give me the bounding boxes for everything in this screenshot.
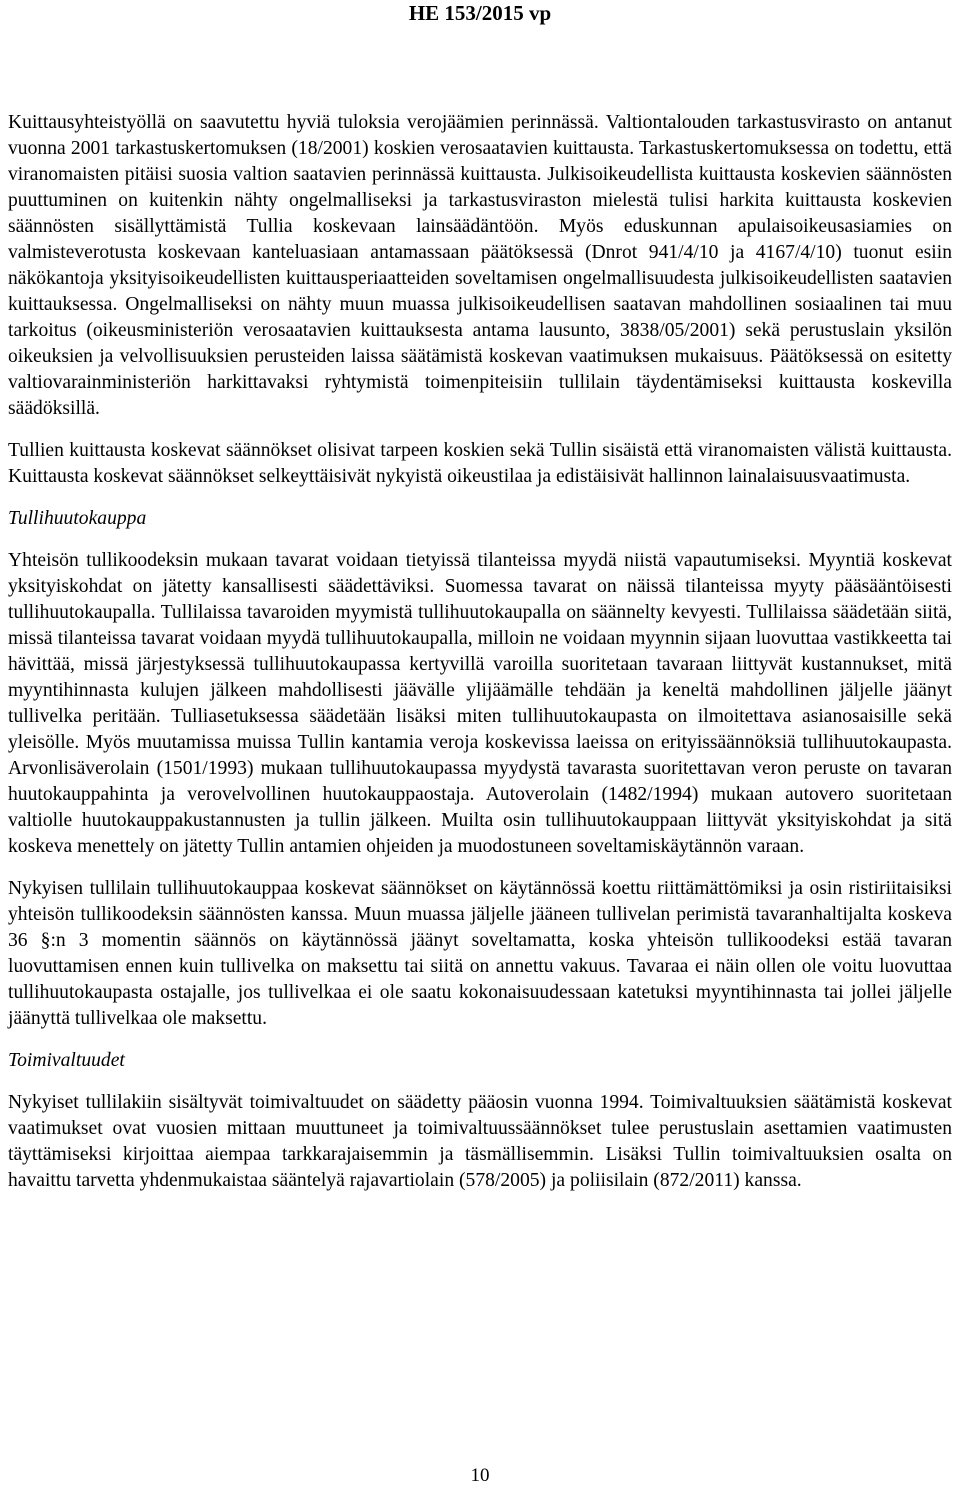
document-header: HE 153/2015 vp bbox=[408, 1, 552, 25]
paragraph: Kuittausyhteistyöllä on saavutettu hyviä tuloksia verojäämien perinnässä. Valtiontalouden tarkastusvirasto on antanut vuonna 2001 tarkastuskertomuksen (18/2001) koskien verosaatavien kuittausta. Tarkastuskertomuksessa on todettu, että viranomaisten pitäisi suosia valtion saatavien perinnässä kuittausta. Julkisoikeudellista kuittausta koskevien säännösten puuttuminen on kuitenkin nähty ongelmalliseksi ja tarkastusviraston mielestä tulisi harkita kuittausta koskevien säännösten sisällyttämistä Tullia koskevaan lainsäädäntöön. Myös eduskunnan apulaisoikeusasiamies on valmisteverotusta koskevaan kanteluasiaan antamassaan päätöksessä (Dnrot 941/4/10 ja 4167/4/10) tuonut esiin näkökantoja yksityisoikeudellisten kuittausperiaatteiden soveltamisen ongelmallisuudesta julkisoikeudellisten saatavien kuittauksessa. Ongelmalliseksi on nähty muun muassa julkisoikeudellisen saatavan mahdollinen sosiaalinen tai muu tarkoitus (oikeusministeriön verosaatavien kuittauksesta antama lausunto, 3838/05/2001) sekä perustuslain yksilön oikeuksien ja velvollisuuksien perusteiden laissa säätämistä koskevan vaatimuksen mukaisuus. Päätöksessä on esitetty valtiovarainministeriön harkittavaksi ryhtymistä toimenpiteisiin tullilain täydentämiseksi kuittausta koskevilla säädöksillä. bbox=[8, 112, 952, 419]
document-body bbox=[8, 110, 952, 1210]
paragraph: Nykyiset tullilakiin sisältyvät toimivaltuudet on säädetty pääosin vuonna 1994. Toimivaltuuksien säätämistä koskevat vaatimukset ovat vuosien mittaan muuttuneet ja toimivaltuussäännökset tulee perustuslain asettamien vaatimusten täyttämiseksi kirjoittaa aiempaa tarkkarajaisemmin ja täsmällisemmin. Lisäksi Tullin toimivaltuuksien osalta on havaittu tarvetta yhdenmukaistaa sääntelyä rajavartiolain (578/2005) ja poliisilain (872/2011) kanssa. bbox=[8, 1092, 952, 1191]
section-heading: Tullihuutokauppa bbox=[8, 508, 147, 529]
paragraph: Yhteisön tullikoodeksin mukaan tavarat voidaan tietyissä tilanteissa myydä niistä vapautumiseksi. Myyntiä koskevat yksityiskohdat on jätetty kansallisesti säädettäviksi. Suomessa tavarat on näissä tilanteissa myyty pääsääntöisesti tullihuutokaupalla. Tullilaissa tavaroiden myymistä tullihuutokaupalla on säännelty kevyesti. Tullilaissa säädetään siitä, missä tilanteissa tavarat voidaan myydä tullihuutokaupalla, milloin ne voidaan myynnin sijaan luovuttaa vastikkeetta tai hävittää, missä järjestyksessä tullihuutokaupassa kertyvillä varoilla suoritetaan tavaraan liittyvät kustannukset, mitä myyntihinnasta kulujen jälkeen mahdollisesti jäävälle ylijäämälle tehdään ja keneltä mahdollinen jäljelle jäänyt tullivelka peritään. Tulliasetuksessa säädetään lisäksi miten tullihuutokaupasta on ilmoitettava asianosaisille sekä yleisölle. Myös muutamissa muissa Tullin kantamia veroja koskevissa laeissa on erityissäännöksiä tullihuutokaupasta. Arvonlisäverolain (1501/1993) mukaan tullihuutokaupassa myydystä tavarasta suoritettavan veron peruste on tavaran huutokauppahinta ja verovelvollinen huutokauppaostaja. Autoverolain (1482/1994) mukaan autovero suoritetaan valtiolle huutokauppakustannusten ja tullin jälkeen. Muilta osin tullihuutokauppaan liittyvät yksityiskohdat ja sitä koskeva menettely on jätetty Tullin antamien ohjeiden ja muodostuneen soveltamiskäytännön varaan. bbox=[8, 550, 952, 857]
paragraph: Tullien kuittausta koskevat säännökset olisivat tarpeen koskien sekä Tullin sisäistä että viranomaisten välistä kuittausta. Kuittausta koskevat säännökset selkeyttäisivät nykyistä oikeustilaa ja edistäisivät hallinnon lainalaisuusvaatimusta. bbox=[8, 440, 952, 487]
paragraph: Nykyisen tullilain tullihuutokauppaa koskevat säännökset on käytännössä koettu riittämättömiksi ja osin ristiriitaisiksi yhteisön tullikoodeksin säännösten kanssa. Muun muassa jäljelle jääneen tullivelan perimistä tavaranhaltijalta koskeva 36 §:n 3 momentin säännös on käytännössä jäänyt soveltamatta, koska yhteisön tullikoodeksi estää tavaran luovuttamisen ennen kuin tullivelka on maksettu tai siitä on annettu vakuus. Tavaraa ei näin ollen ole voitu luovuttaa tullihuutokaupasta ostajalle, jos tullivelkaa ei ole saatu kokonaisuudessaan katetuksi myyntihinnasta tai jollei jäljelle jäänyttä tullivelkaa ole maksettu. bbox=[8, 878, 952, 1029]
section-heading: Toimivaltuudet bbox=[8, 1050, 125, 1071]
page-number: 10 bbox=[470, 1465, 490, 1486]
